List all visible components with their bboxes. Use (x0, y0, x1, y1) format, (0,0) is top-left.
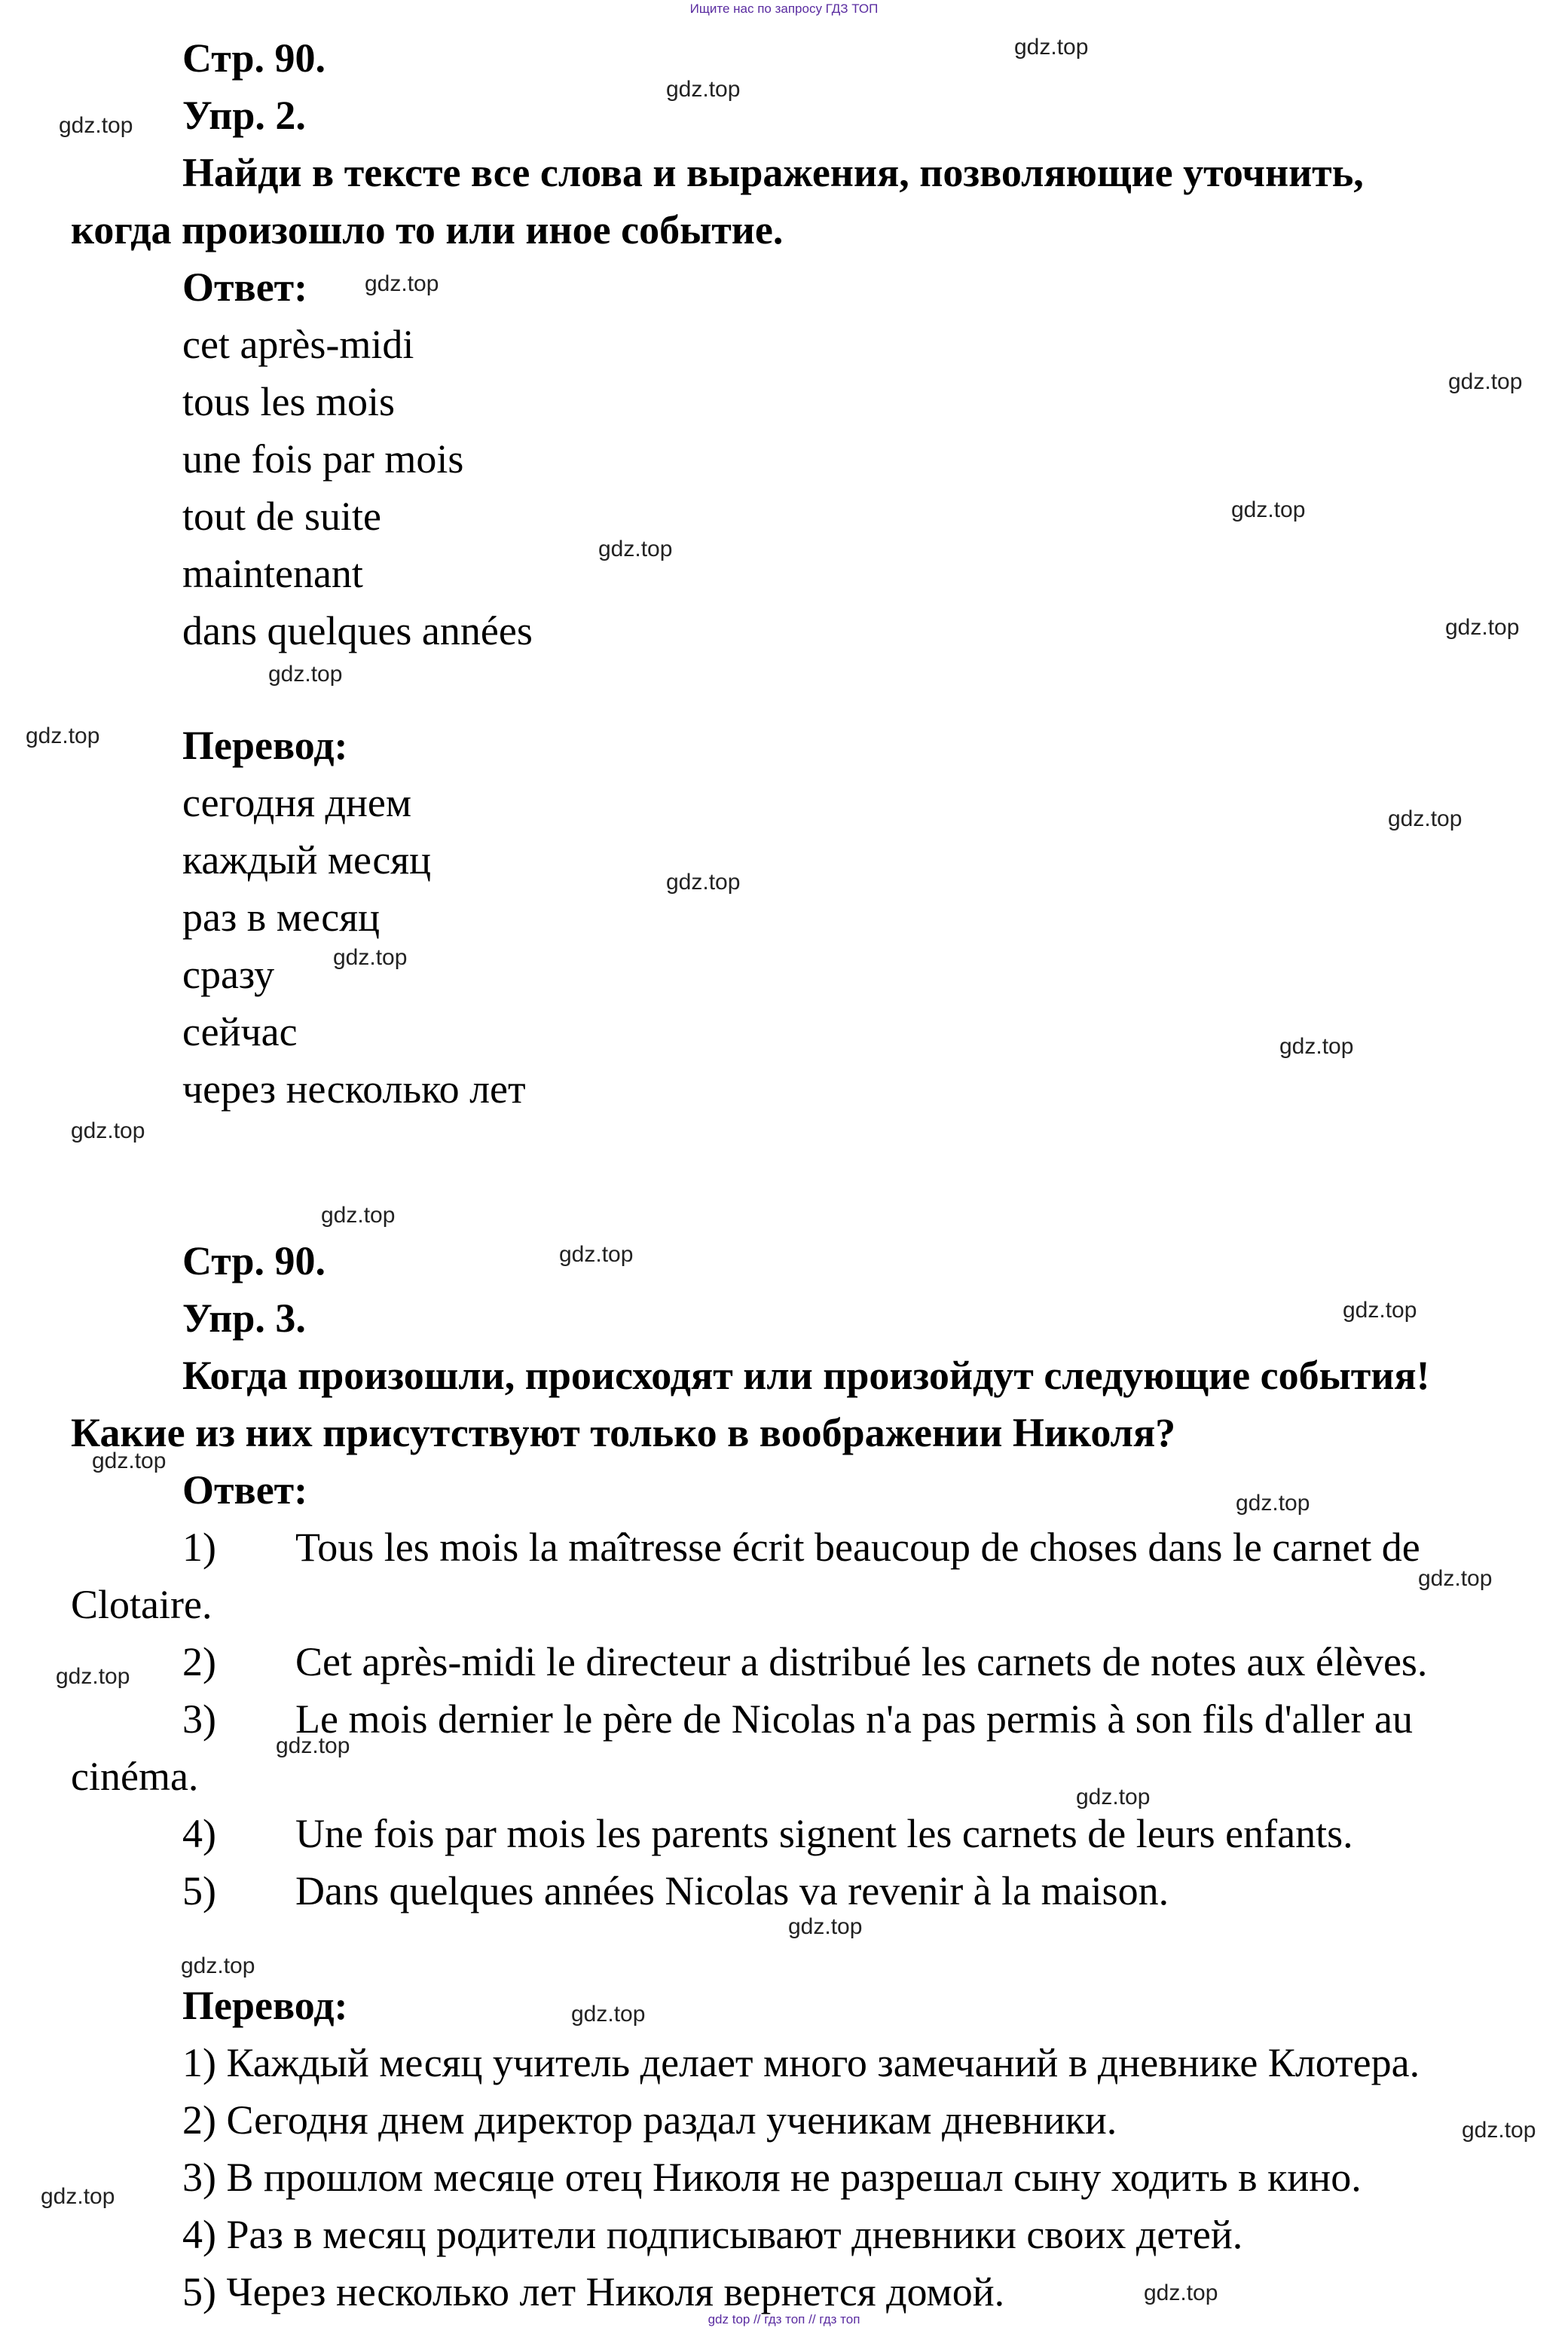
answer-number: 3) (182, 1696, 216, 1742)
watermark: gdz.top (181, 1953, 255, 1978)
answer-sentence: Le mois dernier le père de Nicolas n'a pas permis à son fils d'aller au (295, 1696, 1413, 1742)
watermark: gdz.top (666, 870, 741, 895)
answer-label: Ответ: (182, 1467, 308, 1513)
translation-label: Перевод: (182, 1983, 348, 2028)
watermark: gdz.top (41, 2184, 115, 2209)
translation-item: сегодня днем (182, 780, 412, 825)
watermark: gdz.top (321, 1203, 396, 1228)
watermark: gdz.top (333, 945, 408, 970)
translation-item: сейчас (182, 1009, 298, 1054)
answer-item: une fois par mois (182, 436, 464, 482)
watermark: gdz.top (788, 1914, 863, 1939)
watermark: gdz.top (598, 537, 673, 561)
answer-number: 2) (182, 1639, 216, 1684)
watermark: gdz.top (559, 1242, 634, 1267)
translation-item: 5) Через несколько лет Николя вернется домой. (182, 2269, 1005, 2314)
answer-sentence: Dans quelques années Nicolas va revenir à la maison. (295, 1868, 1169, 1913)
watermark: gdz.top (276, 1733, 350, 1758)
answer-number: 5) (182, 1868, 216, 1913)
watermark: gdz.top (56, 1664, 130, 1689)
watermark: gdz.top (1144, 2281, 1218, 2305)
task-text-line2: когда произошло то или иное событие. (71, 207, 784, 252)
task-text-line1: Когда произошли, происходят или произойдут следующие события! (182, 1353, 1430, 1398)
watermark: gdz.top (1445, 615, 1520, 640)
watermark: gdz.top (1388, 806, 1463, 831)
answer-sentence: Tous les mois la maîtresse écrit beaucoup de choses dans le carnet de (295, 1525, 1420, 1570)
watermark: gdz.top (1343, 1298, 1417, 1323)
exercise-heading: Упр. 2. (182, 93, 306, 138)
task-text-line1: Найди в тексте все слова и выражения, позволяющие уточнить, (182, 150, 1364, 195)
watermark: gdz.top (1231, 497, 1306, 522)
answer-item: dans quelques années (182, 608, 533, 653)
answer-label: Ответ: (182, 265, 308, 310)
translation-item: 4) Раз в месяц родители подписывают дневники своих детей. (182, 2212, 1243, 2257)
watermark: gdz.top (1418, 1566, 1493, 1591)
translation-item: 1) Каждый месяц учитель делает много замечаний в дневнике Клотера. (182, 2040, 1420, 2085)
answer-sentence-continued: cinéma. (71, 1754, 199, 1799)
watermark: gdz.top (26, 723, 100, 748)
answer-item: tous les mois (182, 379, 396, 424)
page-number-heading: Стр. 90. (182, 35, 326, 81)
watermark: gdz.top (268, 662, 343, 687)
watermark: gdz.top (71, 1118, 145, 1143)
answer-number: 4) (182, 1811, 216, 1856)
answer-item: cet après-midi (182, 322, 414, 367)
answer-sentence-continued: Clotaire. (71, 1582, 212, 1627)
answer-item: tout de suite (182, 494, 381, 539)
answer-sentence: Cet après-midi le directeur a distribué les carnets de notes aux élèves. (295, 1639, 1428, 1684)
translation-item: сразу (182, 952, 275, 997)
translation-label: Перевод: (182, 723, 348, 768)
top-search-hint[interactable]: Ищите нас по запросу ГДЗ ТОП (689, 2, 879, 16)
translation-item: через несколько лет (182, 1066, 526, 1112)
watermark: gdz.top (1462, 2118, 1536, 2143)
translation-item: каждый месяц (182, 837, 432, 883)
translation-item: раз в месяц (182, 895, 380, 940)
watermark: gdz.top (1014, 35, 1089, 60)
watermark: gdz.top (1236, 1491, 1310, 1516)
watermark: gdz.top (1448, 369, 1523, 394)
exercise-heading: Упр. 3. (182, 1296, 306, 1341)
watermark: gdz.top (571, 2002, 646, 2027)
translation-item: 3) В прошлом месяце отец Николя не разрешал сыну ходить в кино. (182, 2155, 1362, 2200)
answer-number: 1) (182, 1525, 216, 1570)
watermark: gdz.top (365, 271, 439, 296)
watermark: gdz.top (666, 77, 741, 102)
page-number-heading: Стр. 90. (182, 1238, 326, 1283)
watermark: gdz.top (1279, 1034, 1354, 1059)
bottom-site-links[interactable]: gdz top // гдз топ // гдз топ (708, 2312, 860, 2326)
watermark: gdz.top (1076, 1785, 1151, 1809)
translation-item: 2) Сегодня днем директор раздал ученикам дневники. (182, 2097, 1117, 2143)
task-text-line2: Какие из них присутствуют только в воображении Николя? (71, 1410, 1176, 1455)
answer-sentence: Une fois par mois les parents signent les carnets de leurs enfants. (295, 1811, 1353, 1856)
watermark: gdz.top (92, 1448, 167, 1473)
answer-item: maintenant (182, 551, 363, 596)
watermark: gdz.top (59, 113, 133, 138)
